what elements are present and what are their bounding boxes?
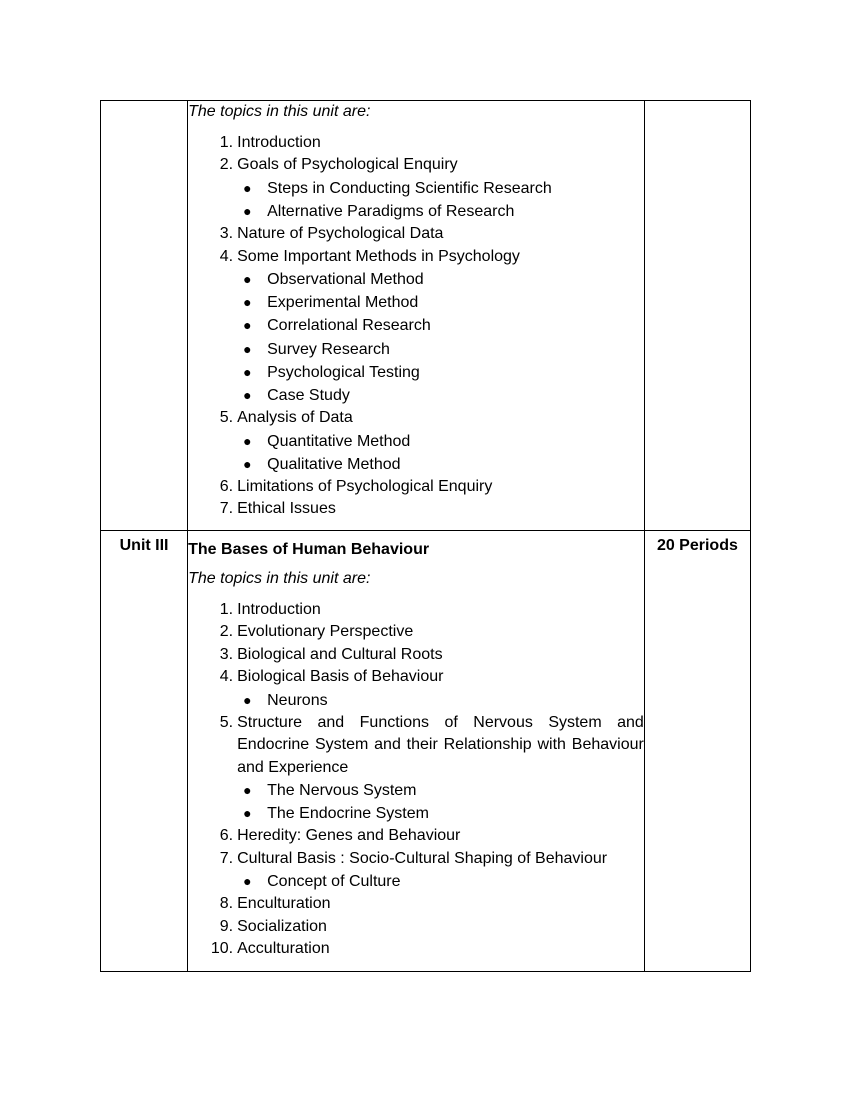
syllabus-table-body [101,101,751,972]
topic-text: Goals of Psychological Enquiry [237,156,458,174]
bullet-icon: ● [243,294,252,311]
topic-number: 8. [219,895,234,913]
topic-number: 1. [219,600,234,618]
topic-number: 5. [219,409,234,427]
topic-text: Biological and Cultural Roots [237,645,443,663]
topic-text: Nature of Psychological Data [237,225,444,243]
topic-text: Biological Basis of Behaviour [237,668,444,686]
syllabus-table [100,100,751,972]
bullet-icon: ● [243,340,252,357]
topic-item [188,644,644,666]
unit-row [101,530,751,971]
topic-item [188,498,644,520]
subtopic-item [237,268,644,291]
topic-number: 1. [219,134,234,151]
bullet-icon: ● [243,317,252,334]
topic-number: 5. [219,713,234,731]
subtopic-text: Psychological Testing [267,363,420,381]
topic-number: 10. [210,940,234,958]
bullet-icon: ● [243,203,252,220]
topic-text: Acculturation [237,940,330,958]
subtopic-list [237,689,644,712]
subtopic-text: The Endocrine System [267,805,429,823]
subtopic-list [237,779,644,825]
topic-item [188,621,644,643]
unit-title: The Bases of Human Behaviour [188,540,430,558]
bullet-icon: ● [243,805,252,822]
topic-item [188,407,644,476]
subtopic-text: Steps in Conducting Scientific Research [267,179,552,197]
subtopic-text: Observational Method [267,271,424,289]
topic-number: 2. [219,623,234,641]
subtopic-text: The Nervous System [267,781,417,799]
bullet-icon: ● [243,271,252,288]
topic-item [188,599,644,621]
subtopic-item [237,314,644,337]
topic-text: Analysis of Data [237,409,353,427]
subtopic-item [237,430,644,453]
topic-number: 2. [219,156,234,174]
subtopic-text: Qualitative Method [267,455,401,473]
topic-item [188,246,644,408]
topic-text: Evolutionary Perspective [237,623,414,641]
unit-label: Unit III [119,536,169,554]
topic-text: Ethical Issues [237,500,336,518]
subtopic-text: Quantitative Method [267,432,411,450]
unit-row [101,101,751,531]
subtopic-item [237,802,644,825]
topic-number: 6. [219,478,234,496]
subtopic-text: Experimental Method [267,294,419,312]
topic-number: 3. [219,225,234,243]
topic-number: 4. [219,247,234,265]
unit-intro: The topics in this unit are: [188,103,371,120]
subtopic-item [237,453,644,476]
topic-item [188,223,644,245]
topic-list [188,132,644,521]
topic-text: Some Important Methods in Psychology [237,247,520,265]
topic-number: 6. [219,827,234,845]
subtopic-item [237,870,644,893]
bullet-icon: ● [243,363,252,380]
bullet-icon: ● [243,179,252,196]
subtopic-list [237,268,644,407]
subtopic-item [237,291,644,314]
bullet-icon: ● [243,387,252,404]
topic-text: Limitations of Psychological Enquiry [237,478,493,496]
topic-item [188,666,644,712]
subtopic-text: Alternative Paradigms of Research [267,203,515,221]
periods-cell [644,530,750,971]
topic-item [188,848,644,894]
bullet-icon: ● [243,691,252,708]
subtopic-item [237,689,644,712]
bullet-icon: ● [243,455,252,472]
topic-number: 3. [219,645,234,663]
topic-number: 7. [219,849,234,867]
subtopic-item [237,384,644,407]
topic-item [188,825,644,847]
topic-text: Heredity: Genes and Behaviour [237,827,461,845]
unit-label-cell [101,101,188,531]
topic-text: Introduction [237,600,321,618]
subtopic-item [237,779,644,802]
topic-text: Enculturation [237,895,331,913]
subtopic-list [237,870,644,893]
subtopic-item [237,200,644,223]
subtopic-item [237,177,644,200]
unit-content-cell [188,101,645,531]
subtopic-text: Correlational Research [267,317,431,335]
topic-text: Socialization [237,917,327,935]
unit-intro: The topics in this unit are: [188,569,371,587]
topic-number: 7. [219,500,234,518]
topic-text: Introduction [237,134,321,151]
topic-text: Cultural Basis : Socio-Cultural Shaping of Behaviour [237,849,608,867]
topic-item [188,712,644,826]
topic-number: 9. [219,917,234,935]
topic-item [188,916,644,938]
unit-label-cell [101,530,188,971]
unit-content-cell [188,530,645,971]
subtopic-item [237,361,644,384]
topic-item [188,893,644,915]
subtopic-text: Case Study [267,387,350,405]
bullet-icon: ● [243,432,252,449]
subtopic-list [237,177,644,223]
topic-item [188,938,644,960]
bullet-icon: ● [243,781,252,798]
periods-value: 20 Periods [656,536,738,554]
subtopic-list [237,430,644,476]
periods-cell [644,101,750,531]
subtopic-text: Neurons [267,691,328,709]
topic-item [188,132,644,154]
subtopic-item [237,338,644,361]
subtopic-text: Survey Research [267,340,390,358]
topic-text: Structure and Functions of Nervous System and Endocrine System and their Relationship with Behaviour and Experience [237,713,644,776]
topic-item [188,154,644,223]
subtopic-text: Concept of Culture [267,873,401,891]
topic-item [188,476,644,498]
topic-number: 4. [219,668,234,686]
bullet-icon: ● [243,873,252,890]
topic-list [188,599,644,961]
